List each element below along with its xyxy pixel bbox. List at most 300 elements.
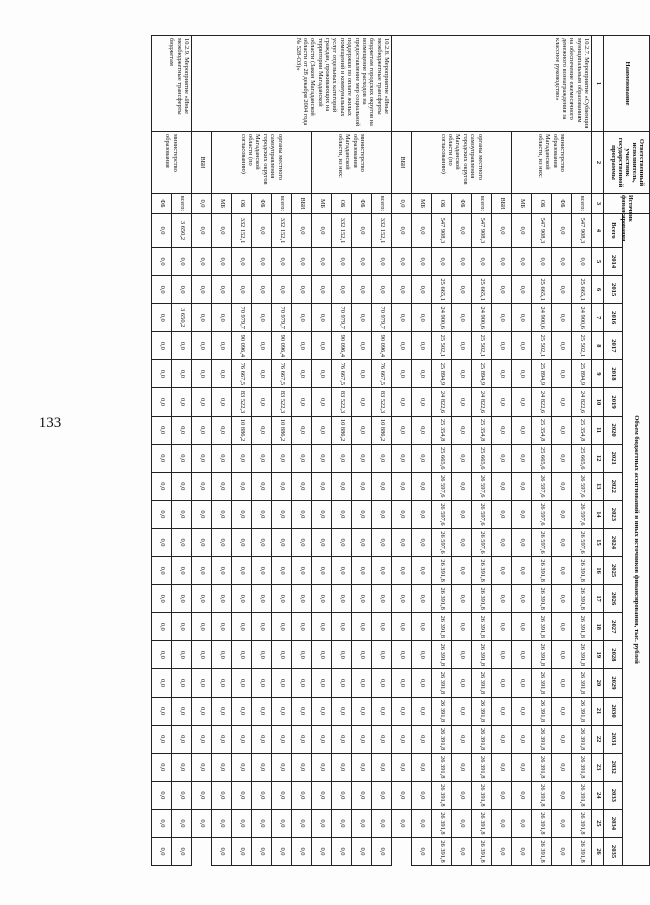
amount-cell: 0,0	[512, 613, 532, 641]
amount-cell: 0,0	[272, 528, 292, 556]
amount-cell: 0,0	[192, 388, 212, 416]
amount-cell: 0,0	[212, 276, 232, 304]
amount-cell: 0,0	[412, 276, 432, 304]
amount-cell: 0,0	[552, 360, 572, 388]
amount-cell: 0,0	[192, 669, 212, 697]
amount-cell: 0,0	[272, 613, 292, 641]
amount-cell: 0,0	[252, 781, 272, 809]
amount-cell: 0,0	[252, 557, 272, 585]
amount-cell: 0,0	[452, 585, 472, 613]
header-year: 2016	[604, 304, 623, 332]
amount-cell: 26 391,8	[572, 641, 592, 669]
amount-cell: 24 822,6	[432, 388, 452, 416]
header-year: 2026	[604, 585, 623, 613]
amount-cell: 0,0	[312, 781, 332, 809]
amount-cell: 0,0	[192, 214, 212, 248]
amount-cell: 0,0	[492, 809, 512, 837]
amount-cell: 0,0	[512, 697, 532, 725]
funding-source: ФБ	[452, 194, 472, 214]
amount-cell: 0,0	[512, 557, 532, 585]
amount-cell: 0,0	[412, 753, 432, 781]
header-year: 2021	[604, 444, 623, 472]
amount-cell: 0,0	[352, 753, 372, 781]
amount-cell: 0,0	[312, 585, 332, 613]
amount-cell: 0,0	[372, 528, 392, 556]
amount-cell: 332 152,1	[232, 214, 252, 248]
amount-cell: 0,0	[492, 472, 512, 500]
amount-cell: 0,0	[192, 528, 212, 556]
amount-cell: 24 900,6	[572, 304, 592, 332]
amount-cell: 0,0	[152, 613, 172, 641]
header-year: 2029	[604, 669, 623, 697]
amount-cell: 0,0	[152, 214, 172, 248]
amount-cell: 0,0	[452, 388, 472, 416]
amount-cell: 0,0	[272, 781, 292, 809]
amount-cell: 0,0	[412, 781, 432, 809]
amount-cell: 0,0	[192, 641, 212, 669]
amount-cell: 25 354,8	[472, 416, 492, 444]
amount-cell: 0,0	[292, 304, 312, 332]
amount-cell: 0,0	[452, 248, 472, 276]
amount-cell: 0,0	[452, 360, 472, 388]
amount-cell: 0,0	[212, 641, 232, 669]
amount-cell: 0,0	[492, 248, 512, 276]
amount-cell: 0,0	[512, 388, 532, 416]
amount-cell: 0,0	[312, 500, 332, 528]
amount-cell: 0,0	[412, 613, 432, 641]
activity-name: 10.2.9. Мероприятие «Иные межбюджетные трансферты бюджетам	[152, 36, 192, 132]
amount-cell: 0,0	[552, 304, 572, 332]
amount-cell: 0,0	[332, 444, 352, 472]
funding-source: ФБ	[552, 194, 572, 214]
amount-cell: 0,0	[492, 669, 512, 697]
amount-cell: 26 391,8	[432, 613, 452, 641]
amount-cell: 0,0	[552, 781, 572, 809]
amount-cell: 0,0	[412, 500, 432, 528]
amount-cell: 0,0	[232, 500, 252, 528]
table-row	[372, 36, 392, 866]
funding-source: ВБИ	[392, 132, 412, 194]
amount-cell: 0,0	[392, 613, 412, 641]
header-year: 2022	[604, 472, 623, 500]
amount-cell: 26 391,8	[572, 753, 592, 781]
amount-cell: 0,0	[492, 214, 512, 248]
amount-cell: 0,0	[312, 248, 332, 276]
amount-cell: 0,0	[412, 528, 432, 556]
budget-table	[151, 35, 650, 866]
column-number: 10	[592, 388, 604, 416]
amount-cell: 0,0	[272, 444, 292, 472]
funding-source: МБ	[312, 194, 332, 214]
amount-cell: 0,0	[332, 585, 352, 613]
amount-cell: 26 597,6	[432, 528, 452, 556]
amount-cell: 0,0	[272, 809, 292, 837]
amount-cell: 0,0	[332, 528, 352, 556]
amount-cell: 26 597,6	[472, 528, 492, 556]
amount-cell: 0,0	[292, 725, 312, 753]
table-row	[392, 36, 412, 866]
amount-cell: 0,0	[172, 753, 192, 781]
amount-cell: 0,0	[392, 214, 412, 248]
amount-cell: 0,0	[172, 500, 192, 528]
header-source: Источник финансирования	[604, 194, 650, 214]
amount-cell: 26 597,6	[572, 528, 592, 556]
amount-cell: 0,0	[392, 528, 412, 556]
amount-cell: 26 597,6	[572, 500, 592, 528]
funding-source: ФБ	[252, 194, 272, 214]
amount-cell: 0,0	[232, 669, 252, 697]
amount-cell: 25 665,1	[472, 276, 492, 304]
amount-cell: 0,0	[412, 557, 432, 585]
amount-cell: 0,0	[512, 304, 532, 332]
amount-cell: 26 391,8	[432, 809, 452, 837]
amount-cell: 25 502,1	[432, 332, 452, 360]
amount-cell: 0,0	[292, 669, 312, 697]
amount-cell: 10 886,2	[272, 416, 292, 444]
amount-cell: 0,0	[512, 360, 532, 388]
amount-cell: 0,0	[412, 332, 432, 360]
amount-cell: 0,0	[392, 641, 412, 669]
amount-cell: 0,0	[212, 753, 232, 781]
amount-cell: 26 597,6	[532, 500, 552, 528]
header-year: 2025	[604, 557, 623, 585]
column-number: 7	[592, 304, 604, 332]
amount-cell: 0,0	[372, 753, 392, 781]
amount-cell: 26 391,8	[572, 809, 592, 837]
amount-cell: 0,0	[412, 444, 432, 472]
amount-cell: 0,0	[372, 809, 392, 837]
amount-cell: 0,0	[552, 697, 572, 725]
amount-cell: 0,0	[492, 585, 512, 613]
amount-cell: 0,0	[172, 641, 192, 669]
amount-cell: 0,0	[252, 416, 272, 444]
amount-cell: 0,0	[152, 304, 172, 332]
amount-cell: 90 096,4	[332, 332, 352, 360]
amount-cell: 0,0	[332, 753, 352, 781]
amount-cell: 0,0	[312, 214, 332, 248]
amount-cell: 0,0	[252, 360, 272, 388]
amount-cell: 0,0	[232, 809, 252, 837]
amount-cell: 25 894,9	[472, 360, 492, 388]
amount-cell: 0,0	[372, 276, 392, 304]
amount-cell: 0,0	[152, 332, 172, 360]
amount-cell: 26 391,8	[572, 725, 592, 753]
amount-cell: 70 979,7	[332, 304, 352, 332]
amount-cell: 0,0	[352, 725, 372, 753]
column-number: 23	[592, 753, 604, 781]
amount-cell: 24 900,6	[472, 304, 492, 332]
responsible-executor: органы местного самоуправления городских округов Магаданской области (по согласованию)	[212, 132, 312, 194]
column-number: 16	[592, 557, 604, 585]
column-number: 8	[592, 332, 604, 360]
amount-cell: 26 597,6	[472, 500, 492, 528]
header-year: 2035	[604, 837, 623, 865]
amount-cell: 0,0	[412, 388, 432, 416]
amount-cell: 0,0	[352, 697, 372, 725]
amount-cell: 26 391,8	[472, 613, 492, 641]
amount-cell: 0,0	[272, 697, 292, 725]
amount-cell: 0,0	[292, 248, 312, 276]
amount-cell: 0,0	[292, 444, 312, 472]
table-row	[572, 36, 592, 866]
amount-cell: 26 391,8	[532, 725, 552, 753]
funding-source: ОБ	[232, 194, 252, 214]
amount-cell: 0,0	[172, 388, 192, 416]
amount-cell: 0,0	[212, 472, 232, 500]
amount-cell: 0,0	[352, 781, 372, 809]
amount-cell: 0,0	[352, 388, 372, 416]
amount-cell: 0,0	[392, 248, 412, 276]
amount-cell: 0,0	[192, 416, 212, 444]
amount-cell: 0,0	[192, 557, 212, 585]
amount-cell: 0,0	[232, 248, 252, 276]
amount-cell: 0,0	[552, 557, 572, 585]
amount-cell: 0,0	[312, 613, 332, 641]
amount-cell: 0,0	[452, 725, 472, 753]
amount-cell: 0,0	[212, 809, 232, 837]
amount-cell: 0,0	[152, 276, 172, 304]
header-year: 2024	[604, 528, 623, 556]
amount-cell: 0,0	[152, 416, 172, 444]
amount-cell: 0,0	[452, 276, 472, 304]
amount-cell: 26 391,8	[432, 837, 452, 865]
amount-cell: 25 665,6	[532, 444, 552, 472]
funding-source: ФБ	[352, 194, 372, 214]
amount-cell: 0,0	[212, 248, 232, 276]
amount-cell: 0,0	[492, 416, 512, 444]
amount-cell: 25 665,6	[572, 444, 592, 472]
amount-cell: 0,0	[372, 248, 392, 276]
amount-cell: 0,0	[552, 809, 572, 837]
amount-cell: 25 665,6	[472, 444, 492, 472]
header-year: 2023	[604, 500, 623, 528]
amount-cell: 0,0	[272, 641, 292, 669]
amount-cell: 0,0	[392, 444, 412, 472]
amount-cell: 0,0	[312, 528, 332, 556]
amount-cell: 0,0	[512, 837, 532, 865]
column-number: 3	[592, 194, 604, 214]
amount-cell: 0,0	[552, 753, 572, 781]
amount-cell: 26 391,8	[532, 585, 552, 613]
amount-cell: 0,0	[552, 444, 572, 472]
amount-cell: 76 667,5	[272, 360, 292, 388]
amount-cell: 0,0	[152, 557, 172, 585]
column-number: 6	[592, 276, 604, 304]
amount-cell: 24 900,6	[532, 304, 552, 332]
amount-cell: 0,0	[392, 781, 412, 809]
amount-cell: 0,0	[212, 214, 232, 248]
amount-cell: 0,0	[452, 332, 472, 360]
amount-cell: 0,0	[272, 585, 292, 613]
amount-cell: 0,0	[412, 248, 432, 276]
amount-cell: 0,0	[332, 781, 352, 809]
header-year: 2018	[604, 360, 623, 388]
amount-cell: 0,0	[232, 641, 252, 669]
column-number: 22	[592, 725, 604, 753]
funding-source: ОБ	[432, 194, 452, 214]
amount-cell: 0,0	[512, 725, 532, 753]
amount-cell: 0,0	[392, 304, 412, 332]
amount-cell: 0,0	[192, 781, 212, 809]
amount-cell: 0,0	[252, 641, 272, 669]
amount-cell: 0,0	[172, 697, 192, 725]
amount-cell: 0,0	[552, 248, 572, 276]
amount-cell: 0,0	[272, 725, 292, 753]
funding-source: ВБИ	[292, 194, 312, 214]
amount-cell: 547 908,3	[432, 214, 452, 248]
amount-cell: 0,0	[392, 472, 412, 500]
amount-cell: 0,0	[372, 837, 392, 865]
amount-cell: 90 096,4	[232, 332, 252, 360]
amount-cell: 0,0	[452, 613, 472, 641]
amount-cell: 0,0	[252, 697, 272, 725]
amount-cell: 0,0	[512, 416, 532, 444]
amount-cell: 0,0	[372, 669, 392, 697]
amount-cell: 0,0	[152, 360, 172, 388]
amount-cell: 0,0	[152, 444, 172, 472]
amount-cell: 0,0	[292, 697, 312, 725]
amount-cell: 3 650,2	[172, 304, 192, 332]
amount-cell: 26 391,8	[472, 753, 492, 781]
amount-cell: 0,0	[252, 725, 272, 753]
amount-cell: 0,0	[552, 585, 572, 613]
amount-cell: 0,0	[312, 416, 332, 444]
amount-cell: 83 522,3	[372, 388, 392, 416]
amount-cell: 0,0	[312, 472, 332, 500]
amount-cell: 0,0	[512, 528, 532, 556]
amount-cell: 26 391,8	[572, 613, 592, 641]
amount-cell: 0,0	[192, 248, 212, 276]
amount-cell: 0,0	[172, 528, 192, 556]
amount-cell: 83 522,3	[272, 388, 292, 416]
amount-cell: 0,0	[252, 585, 272, 613]
amount-cell: 0,0	[492, 837, 512, 865]
amount-cell: 0,0	[392, 416, 412, 444]
amount-cell: 0,0	[252, 388, 272, 416]
amount-cell: 0,0	[172, 360, 192, 388]
amount-cell: 0,0	[312, 837, 332, 865]
amount-cell: 10 886,2	[232, 416, 252, 444]
amount-cell: 0,0	[212, 781, 232, 809]
amount-cell: 0,0	[352, 332, 372, 360]
amount-cell: 0,0	[452, 837, 472, 865]
amount-cell: 0,0	[512, 781, 532, 809]
responsible-executor: министерство образования Магаданской области, из них:	[312, 132, 392, 194]
amount-cell: 0,0	[552, 472, 572, 500]
header-year: 2028	[604, 641, 623, 669]
amount-cell: 0,0	[272, 837, 292, 865]
amount-cell: 0,0	[172, 781, 192, 809]
amount-cell: 0,0	[352, 304, 372, 332]
amount-cell: 0,0	[352, 641, 372, 669]
amount-cell: 76 667,5	[372, 360, 392, 388]
responsible-executor: министерство образования	[152, 132, 192, 194]
header-year: Всего	[604, 214, 623, 248]
amount-cell: 0,0	[212, 500, 232, 528]
header-year: 2031	[604, 725, 623, 753]
amount-cell: 0,0	[552, 500, 572, 528]
amount-cell: 0,0	[172, 585, 192, 613]
amount-cell: 0,0	[272, 669, 292, 697]
column-number: 1	[592, 36, 604, 132]
amount-cell: 547 908,3	[472, 214, 492, 248]
amount-cell: 0,0	[392, 557, 412, 585]
amount-cell: 0,0	[512, 809, 532, 837]
amount-cell: 0,0	[372, 781, 392, 809]
table-row	[292, 36, 312, 866]
amount-cell: 0,0	[152, 585, 172, 613]
amount-cell: 0,0	[552, 388, 572, 416]
amount-cell: 26 391,8	[532, 753, 552, 781]
column-number: 25	[592, 809, 604, 837]
funding-source: всего:	[272, 194, 292, 214]
amount-cell: 0,0	[252, 248, 272, 276]
header-year: 2033	[604, 781, 623, 809]
column-number: 26	[592, 837, 604, 865]
amount-cell: 0,0	[392, 276, 412, 304]
amount-cell: 0,0	[432, 248, 452, 276]
amount-cell: 0,0	[292, 528, 312, 556]
amount-cell: 0,0	[492, 444, 512, 472]
funding-source: всего:	[372, 194, 392, 214]
column-number: 2	[592, 132, 604, 194]
amount-cell: 0,0	[292, 753, 312, 781]
amount-cell: 0,0	[292, 388, 312, 416]
amount-cell: 0,0	[452, 304, 472, 332]
amount-cell: 0,0	[152, 697, 172, 725]
amount-cell: 0,0	[332, 248, 352, 276]
amount-cell: 0,0	[452, 753, 472, 781]
amount-cell: 0,0	[232, 725, 252, 753]
amount-cell: 0,0	[232, 837, 252, 865]
amount-cell: 0,0	[312, 641, 332, 669]
amount-cell: 26 391,8	[472, 725, 492, 753]
amount-cell: 0,0	[352, 500, 372, 528]
amount-cell: 0,0	[152, 248, 172, 276]
amount-cell: 0,0	[332, 276, 352, 304]
amount-cell: 0,0	[232, 613, 252, 641]
page-number: 133	[38, 415, 62, 431]
amount-cell: 0,0	[452, 444, 472, 472]
amount-cell: 0,0	[272, 248, 292, 276]
amount-cell: 0,0	[192, 725, 212, 753]
funding-source: МБ	[412, 194, 432, 214]
amount-cell: 0,0	[332, 641, 352, 669]
amount-cell: 26 391,8	[432, 697, 452, 725]
amount-cell: 0,0	[512, 214, 532, 248]
amount-cell: 0,0	[232, 585, 252, 613]
amount-cell: 0,0	[192, 276, 212, 304]
amount-cell: 0,0	[352, 444, 372, 472]
amount-cell: 0,0	[352, 809, 372, 837]
amount-cell: 0,0	[312, 388, 332, 416]
amount-cell: 0,0	[152, 809, 172, 837]
amount-cell: 0,0	[452, 781, 472, 809]
amount-cell: 0,0	[252, 528, 272, 556]
header-name: Наименование	[604, 36, 650, 132]
amount-cell: 0,0	[232, 753, 252, 781]
amount-cell: 0,0	[172, 557, 192, 585]
amount-cell: 0,0	[312, 360, 332, 388]
amount-cell: 0,0	[412, 669, 432, 697]
amount-cell: 0,0	[332, 837, 352, 865]
table-row	[492, 36, 512, 866]
amount-cell: 25 354,8	[572, 416, 592, 444]
amount-cell: 0,0	[152, 837, 172, 865]
amount-cell: 0,0	[292, 837, 312, 865]
header-year: 2034	[604, 809, 623, 837]
amount-cell: 0,0	[452, 416, 472, 444]
